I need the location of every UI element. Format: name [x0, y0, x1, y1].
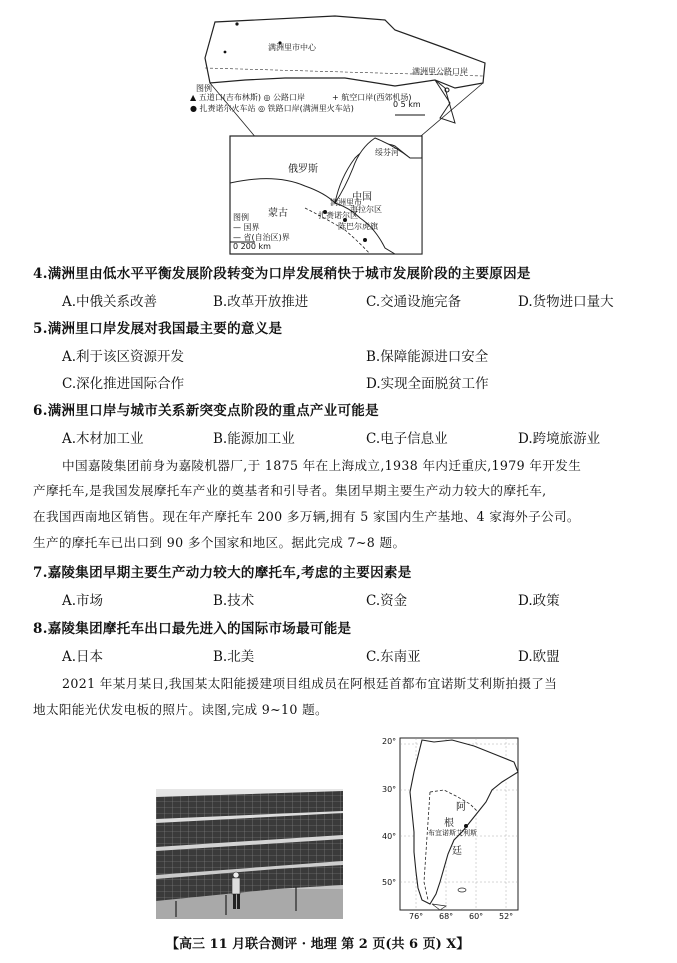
question-7-stem: 7.嘉陵集团早期主要生产动力较大的摩托车,考虑的主要因素是 [33, 565, 412, 581]
sa-lat-20: 20° [382, 737, 397, 746]
sa-label-a: 阿 [456, 802, 466, 813]
passage1-line3: 在我国西南地区销售。现在年产摩托车 200 多万辆,拥有 5 家国内生产基地、4 家海外子公司。 [33, 509, 580, 524]
inset-city-label: 满洲里市 [330, 198, 362, 207]
map-legend-row1b: + 航空口岸(西郊机场) [332, 93, 412, 102]
page-footer: 【高三 11 月联合测评 · 地理 第 2 页(共 6 页) X】 [166, 937, 470, 952]
inset-legend-l2: — 省(自治区)界 [233, 233, 290, 242]
question-5-stem: 5.满洲里口岸发展对我国最主要的意义是 [33, 321, 283, 337]
map-legend-row1: ▲ 五道口(吉布林斯) ◎ 公路口岸 [190, 93, 306, 102]
question-8-option-c: C.东南亚 [366, 649, 421, 665]
question-7-option-b: B.技术 [213, 593, 255, 609]
map-mongolia-label: 蒙古 [268, 208, 288, 219]
solar-panel-photo [156, 789, 343, 919]
question-4-option-c: C.交通设施完备 [366, 294, 462, 310]
passage1-line4: 生产的摩托车已出口到 90 多个国家和地区。据此完成 7~8 题。 [33, 535, 406, 550]
map-russia-label: 俄罗斯 [288, 164, 318, 175]
question-8-option-b: B.北美 [213, 649, 255, 665]
question-6-option-a: A.木材加工业 [62, 431, 144, 447]
question-7-option-c: C.资金 [366, 593, 408, 609]
question-6-option-d: D.跨境旅游业 [518, 431, 601, 447]
question-7-option-a: A.市场 [62, 593, 104, 609]
inset-city4-label: 海拉尔区 [350, 205, 382, 214]
question-6-option-b: B.能源加工业 [213, 431, 295, 447]
sa-lat-50: 50° [382, 878, 397, 887]
question-5-option-b: B.保障能源进口安全 [366, 349, 489, 365]
passage1-line1: 中国嘉陵集团前身为嘉陵机器厂,于 1875 年在上海成立,1938 年内迁重庆,1979 年开发生 [62, 458, 582, 473]
inset-city5-label: 绥芬河 [375, 148, 399, 157]
question-7-option-d: D.政策 [518, 593, 560, 609]
sa-label-c: 廷 [452, 846, 462, 857]
question-4-option-d: D.货物进口量大 [518, 294, 614, 310]
question-6-option-c: C.电子信息业 [366, 431, 448, 447]
sa-lon-52: 52° [499, 912, 514, 921]
inset-city2-label: 扎赉诺尔区 [318, 211, 358, 220]
question-4-option-b: B.改革开放推进 [213, 294, 309, 310]
passage1-line2: 产摩托车,是我国发展摩托车产业的奠基者和引导者。集团早期主要生产动力较大的摩托车, [33, 483, 547, 498]
sa-lat-30: 30° [382, 785, 397, 794]
question-4-stem: 4.满洲里由低水平平衡发展阶段转变为口岸发展稍快于城市发展阶段的主要原因是 [33, 266, 531, 282]
inset-legend-l1: — 国界 [233, 223, 260, 232]
question-5-option-d: D.实现全面脱贫工作 [366, 376, 489, 392]
inset-scale: 0 200 km [233, 242, 271, 251]
inset-city3-label: 陈巴尔虎旗 [338, 222, 378, 231]
question-8-option-d: D.欧盟 [518, 649, 560, 665]
map-city-label: 满洲里市中心 [268, 43, 316, 52]
passage2-line1: 2021 年某月某日,我国某太阳能援建项目组成员在阿根廷首都布宜诺斯艾利斯拍摄了当 [62, 676, 558, 691]
question-5-option-a: A.利于该区资源开发 [62, 349, 185, 365]
map-legend-row2: ● 扎赉诺尔火车站 ◎ 铁路口岸(满洲里火车站) [190, 104, 354, 113]
map-scale: 0 5 km [393, 100, 421, 109]
question-8-option-a: A.日本 [62, 649, 104, 665]
inset-legend-title: 图例 [233, 213, 249, 222]
map-port-label: 满洲里公路口岸 [412, 67, 468, 76]
sa-lon-76: 76° [409, 912, 424, 921]
question-5-option-c: C.深化推进国际合作 [62, 376, 185, 392]
sa-city-label: 布宜诺斯艾利斯 [428, 829, 477, 837]
sa-lon-68: 68° [439, 912, 454, 921]
solar-panel-image [156, 789, 343, 919]
question-8-stem: 8.嘉陵集团摩托车出口最先进入的国际市场最可能是 [33, 621, 352, 637]
sa-lon-60: 60° [469, 912, 484, 921]
map-china-label: 中国 [352, 192, 372, 203]
question-6-stem: 6.满洲里口岸与城市关系新突变点阶段的重点产业可能是 [33, 403, 379, 419]
sa-lat-40: 40° [382, 832, 397, 841]
passage2-line2: 地太阳能光伏发电板的照片。读图,完成 9~10 题。 [33, 702, 328, 717]
map-legend-title: 图例 [196, 84, 212, 93]
sa-label-b: 根 [444, 818, 454, 829]
question-4-option-a: A.中俄关系改善 [62, 294, 158, 310]
